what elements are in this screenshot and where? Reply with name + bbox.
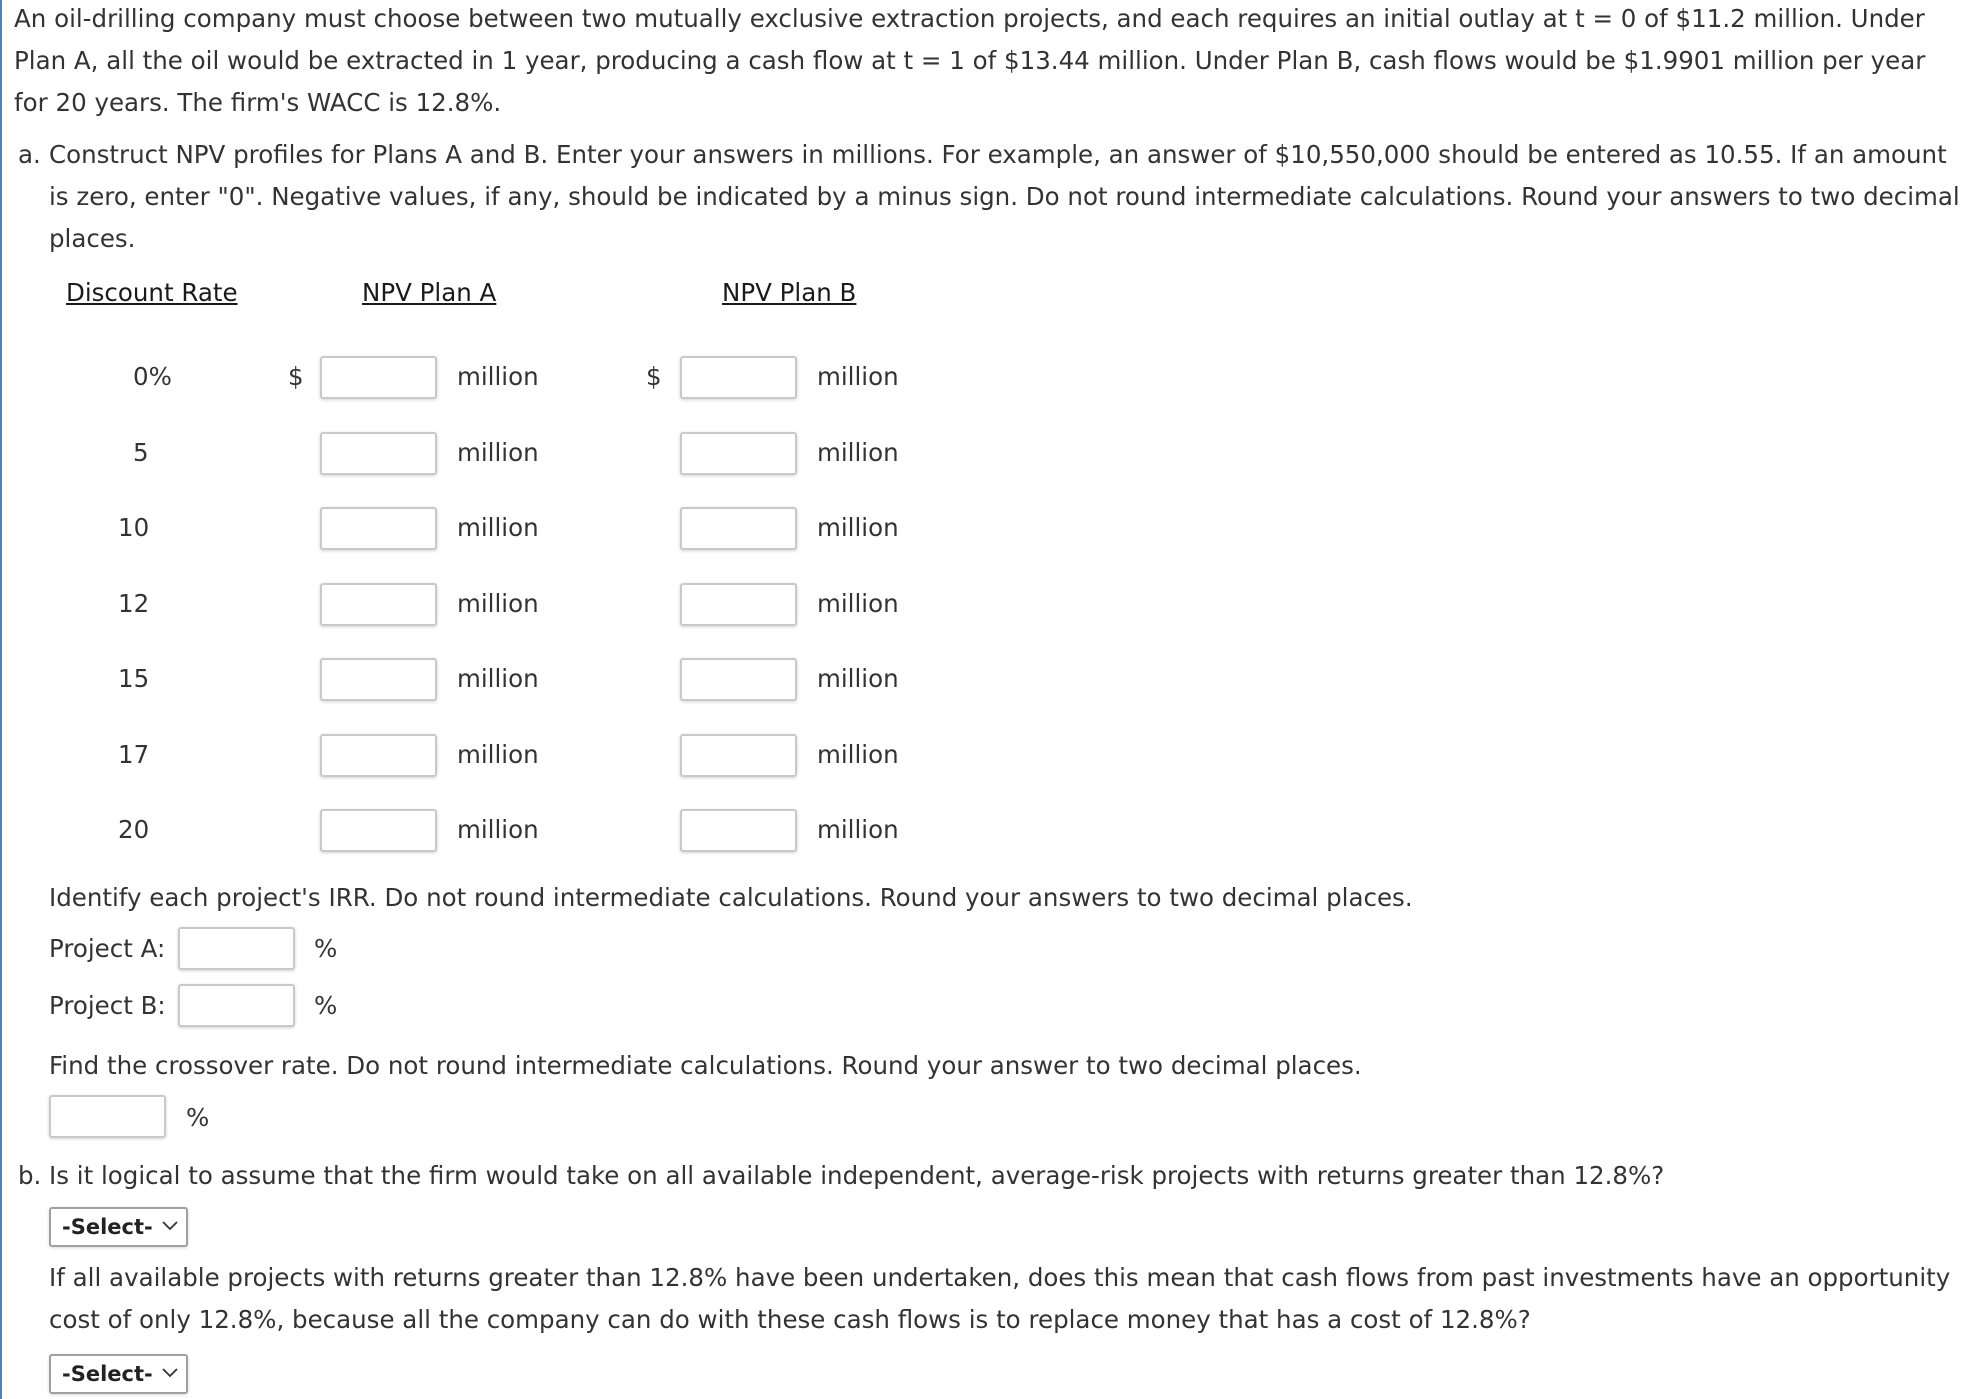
select-1-value: -Select-: [62, 1215, 153, 1239]
npv-plan-a-input[interactable]: [320, 809, 437, 852]
currency-symbol-b: $: [646, 362, 662, 391]
chevron-down-icon: [162, 1221, 178, 1231]
unit-million-a: million: [457, 739, 539, 769]
unit-million-a: million: [457, 362, 539, 391]
part-b-question-2: If all available projects with returns greater than 12.8% have been undertaken, does this mean that cash flows from past investments have an opportunity cost of only 12.8%, because all the company can do with these cash flows is to replace money that has a cost of 12.8%?: [49, 1263, 1951, 1334]
unit-million-a: million: [457, 588, 539, 618]
irr-project-a-input[interactable]: [178, 927, 295, 970]
crossover-input[interactable]: [49, 1095, 166, 1138]
unit-million-b: million: [817, 437, 899, 467]
currency-symbol-a: $: [288, 362, 304, 391]
rate-label: 0%: [133, 362, 172, 391]
irr-project-a-unit: %: [314, 934, 338, 963]
header-npv-plan-b: NPV Plan B: [722, 278, 857, 307]
irr-project-b-label: Project B:: [49, 991, 166, 1020]
irr-project-a-label: Project A:: [49, 934, 166, 963]
irr-project-b-input[interactable]: [178, 984, 295, 1027]
crossover-unit: %: [186, 1103, 210, 1132]
rate-label: 12: [118, 588, 150, 618]
npv-plan-a-input[interactable]: [320, 507, 437, 550]
npv-plan-a-input[interactable]: [320, 356, 437, 399]
crossover-prompt: Find the crossover rate. Do not round intermediate calculations. Round your answer to two decimal places.: [49, 1051, 1362, 1080]
unit-million-a: million: [457, 513, 539, 542]
part-a-instructions: Construct NPV profiles for Plans A and B. Enter your answers in millions. For example, an answer of $10,550,000 should be entered as 10.55. If an amount is zero, enter "0". Negative values, if any, should be indicated by a minus sign. Do not round intermediate calculations. Round your answers to two decimal places.: [49, 140, 1960, 253]
rate-label: 5: [133, 437, 149, 467]
rate-label: 20: [118, 815, 150, 844]
unit-million-a: million: [457, 664, 539, 693]
npv-plan-b-input[interactable]: [680, 809, 797, 852]
npv-plan-b-input[interactable]: [680, 356, 797, 399]
npv-plan-b-input[interactable]: [680, 583, 797, 626]
npv-plan-b-input[interactable]: [680, 734, 797, 777]
select-2-value: -Select-: [62, 1362, 153, 1386]
header-npv-plan-a: NPV Plan A: [362, 278, 497, 307]
unit-million-a: million: [457, 437, 539, 467]
npv-plan-a-input[interactable]: [320, 583, 437, 626]
npv-plan-b-input[interactable]: [680, 658, 797, 701]
part-a-label: a.: [18, 140, 41, 169]
rate-label: 17: [118, 739, 150, 769]
unit-million-b: million: [817, 664, 899, 693]
left-rule: [0, 0, 2, 1399]
header-discount-rate: Discount Rate: [66, 278, 238, 307]
part-b-question-1: Is it logical to assume that the firm would take on all available independent, average-risk projects with returns greater than 12.8%?: [49, 1161, 1665, 1190]
unit-million-b: million: [817, 739, 899, 769]
part-b-label: b.: [18, 1161, 42, 1190]
npv-plan-b-input[interactable]: [680, 507, 797, 550]
chevron-down-icon: [162, 1368, 178, 1378]
opportunity-cost-select-dropdown[interactable]: [49, 1354, 188, 1394]
irr-project-b-unit: %: [314, 991, 338, 1020]
rate-label: 15: [118, 664, 150, 693]
problem-intro: An oil-drilling company must choose between two mutually exclusive extraction projects, and each requires an initial outlay at t = 0 of $11.2 million. Under Plan A, all the oil would be extracted in 1 year, producing a cash flow at t = 1 of $13.44 million. Under Plan B, cash flows would be $1.9901 million per year for 20 years. The firm's WACC is 12.8%.: [14, 4, 1926, 117]
logical-select-dropdown[interactable]: [49, 1207, 188, 1247]
npv-plan-a-input[interactable]: [320, 432, 437, 475]
unit-million-b: million: [817, 362, 899, 391]
rate-label: 10: [118, 513, 150, 542]
npv-plan-b-input[interactable]: [680, 432, 797, 475]
npv-plan-a-input[interactable]: [320, 658, 437, 701]
unit-million-b: million: [817, 513, 899, 542]
irr-prompt: Identify each project's IRR. Do not round intermediate calculations. Round your answers to two decimal places.: [49, 883, 1413, 912]
unit-million-b: million: [817, 588, 899, 618]
unit-million-a: million: [457, 815, 539, 844]
npv-plan-a-input[interactable]: [320, 734, 437, 777]
unit-million-b: million: [817, 815, 899, 844]
